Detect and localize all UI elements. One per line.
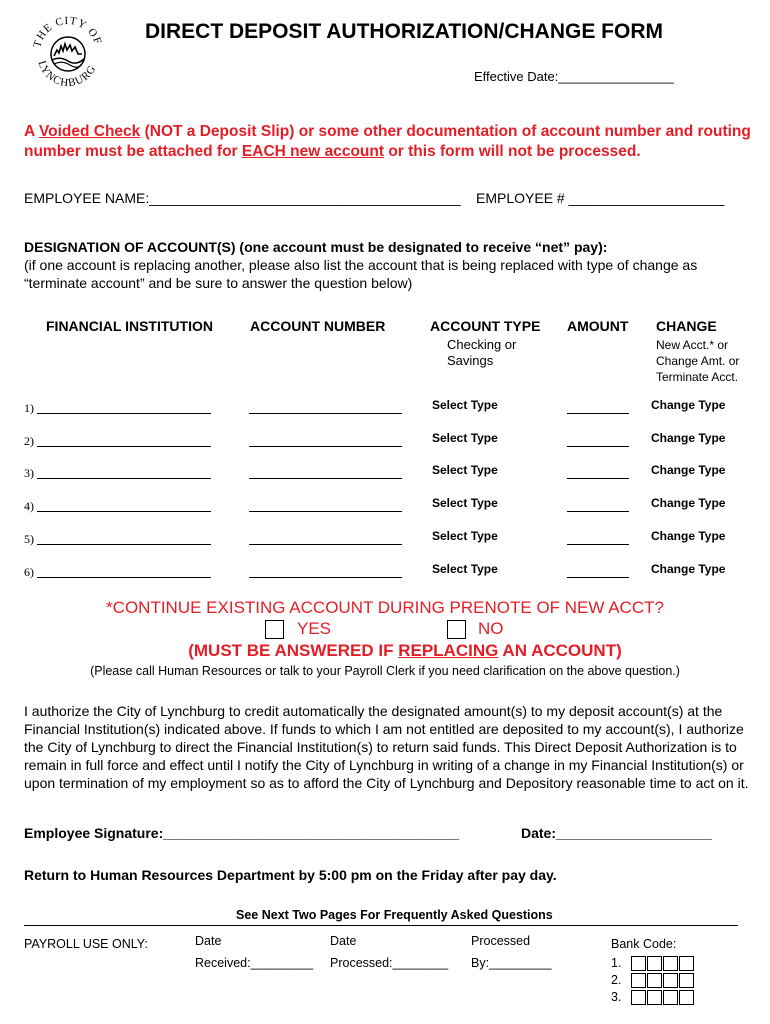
payroll-divider <box>24 925 738 926</box>
account-type-subtitle: Checking or Savings <box>447 337 517 368</box>
institution-field[interactable] <box>37 446 211 447</box>
change-type-select[interactable]: Change Type <box>651 529 726 543</box>
change-type-select[interactable]: Change Type <box>651 398 726 412</box>
header-financial-institution: FINANCIAL INSTITUTION <box>46 318 213 334</box>
institution-field[interactable] <box>37 577 211 578</box>
processed-by-field[interactable]: Processed By:_________ <box>471 934 552 970</box>
must-answer-note: (MUST BE ANSWERED IF REPLACING AN ACCOUNT) <box>188 641 622 660</box>
designation-heading: DESIGNATION OF ACCOUNT(S) (one account must be designated to receive “net” pay): <box>24 239 608 255</box>
svg-text:THE CITY OF: THE CITY OF <box>31 14 104 49</box>
date-received-field[interactable]: Date Received:_________ <box>195 934 314 970</box>
account-number-field[interactable] <box>249 478 402 479</box>
employee-name-field[interactable]: EMPLOYEE NAME:________________________________________ <box>24 190 461 206</box>
change-type-select[interactable]: Change Type <box>651 496 726 510</box>
row-number: 1) <box>24 401 34 415</box>
header-amount: AMOUNT <box>567 318 629 334</box>
signature-date-field[interactable]: Date:____________________ <box>521 825 712 841</box>
bank-code-box[interactable] <box>647 990 662 1005</box>
bank-code-box[interactable] <box>631 990 646 1005</box>
account-number-field[interactable] <box>249 544 402 545</box>
account-type-select[interactable]: Select Type <box>432 562 498 576</box>
bank-code-grid <box>611 955 695 1006</box>
amount-field[interactable] <box>567 577 629 578</box>
header-account-number: ACCOUNT NUMBER <box>250 318 386 334</box>
clarification-note: (Please call Human Resources or talk to your Payroll Clerk if you need clarification on the above question.) <box>90 664 680 678</box>
bank-code-label: Bank Code: <box>611 937 677 951</box>
change-type-select[interactable]: Change Type <box>651 463 726 477</box>
amount-field[interactable] <box>567 413 629 414</box>
bank-code-box[interactable] <box>663 990 678 1005</box>
row-number: 5) <box>24 532 34 546</box>
bank-code-row: 1. <box>611 955 695 972</box>
account-number-field[interactable] <box>249 446 402 447</box>
no-checkbox[interactable] <box>447 620 466 639</box>
bank-code-row: 2. <box>611 972 695 989</box>
designation-note: (if one account is replacing another, please also list the account that is being replaced with type of change as “terminate account” and be sure to answer the question below) <box>24 257 698 291</box>
account-number-field[interactable] <box>249 413 402 414</box>
bank-code-box[interactable] <box>631 973 646 988</box>
header-account-type: ACCOUNT TYPE <box>430 318 541 334</box>
bank-code-row: 3. <box>611 989 695 1006</box>
return-instructions: Return to Human Resources Department by 5:00 pm on the Friday after pay day. <box>24 867 557 883</box>
row-number: 6) <box>24 565 34 579</box>
change-type-select[interactable]: Change Type <box>651 431 726 445</box>
bank-code-box[interactable] <box>679 956 694 971</box>
institution-field[interactable] <box>37 544 211 545</box>
bank-code-box[interactable] <box>647 956 662 971</box>
bank-code-box[interactable] <box>679 990 694 1005</box>
yes-checkbox[interactable] <box>265 620 284 639</box>
change-subtitle: New Acct.* or Change Amt. or Terminate Acct. <box>656 338 740 384</box>
amount-field[interactable] <box>567 478 629 479</box>
amount-field[interactable] <box>567 544 629 545</box>
account-type-select[interactable]: Select Type <box>432 463 498 477</box>
account-number-field[interactable] <box>249 511 402 512</box>
institution-field[interactable] <box>37 413 211 414</box>
effective-date-field[interactable]: Effective Date:________________ <box>474 69 674 84</box>
row-number: 4) <box>24 499 34 513</box>
row-number: 2) <box>24 434 34 448</box>
bank-code-box[interactable] <box>663 973 678 988</box>
voided-check-warning: A Voided Check (NOT a Deposit Slip) or some other documentation of account number and routing number must be attached for EACH new account or this form will not be processed. <box>24 123 751 160</box>
bank-code-box[interactable] <box>631 956 646 971</box>
svg-text:LYNCHBURG: LYNCHBURG <box>35 59 99 90</box>
institution-field[interactable] <box>37 478 211 479</box>
prenote-question: *CONTINUE EXISTING ACCOUNT DURING PRENOTE OF NEW ACCT? <box>106 598 664 617</box>
authorization-paragraph: I authorize the City of Lynchburg to credit automatically the designated amount(s) to my deposit account(s) at the Financial Institution(s) indicated above. If funds to which I am not entitled are deposited to my account(s), I authorize the City of Lynchburg to direct the Financial Institution(s) to return said funds. This Direct Deposit Authorization is to remain in full force and effect until I notify the City of Lynchburg in writing of a change in my Financial Institution(s) or upon termination of my employment so as to afford the City of Lynchburg and Depository reasonable time to act on it. <box>24 703 749 791</box>
city-seal-logo <box>30 12 106 92</box>
account-type-select[interactable]: Select Type <box>432 496 498 510</box>
row-number: 3) <box>24 466 34 480</box>
account-type-select[interactable]: Select Type <box>432 431 498 445</box>
account-type-select[interactable]: Select Type <box>432 529 498 543</box>
header-change: CHANGE <box>656 318 717 334</box>
amount-field[interactable] <box>567 446 629 447</box>
payroll-use-label: PAYROLL USE ONLY: <box>24 937 148 951</box>
account-type-select[interactable]: Select Type <box>432 398 498 412</box>
amount-field[interactable] <box>567 511 629 512</box>
institution-field[interactable] <box>37 511 211 512</box>
bank-code-box[interactable] <box>663 956 678 971</box>
form-title: DIRECT DEPOSIT AUTHORIZATION/CHANGE FORM <box>145 20 663 43</box>
yes-label: YES <box>297 619 332 638</box>
no-label: NO <box>478 619 504 638</box>
change-type-select[interactable]: Change Type <box>651 562 726 576</box>
designation-section <box>24 238 754 292</box>
faq-note: See Next Two Pages For Frequently Asked Questions <box>236 908 553 922</box>
bank-code-box[interactable] <box>647 973 662 988</box>
account-number-field[interactable] <box>249 577 402 578</box>
employee-signature-field[interactable]: Employee Signature:______________________________________ <box>24 825 460 841</box>
employee-number-field[interactable]: EMPLOYEE # ____________________ <box>476 190 725 206</box>
bank-code-box[interactable] <box>679 973 694 988</box>
date-processed-field[interactable]: Date Processed:________ <box>330 934 449 970</box>
